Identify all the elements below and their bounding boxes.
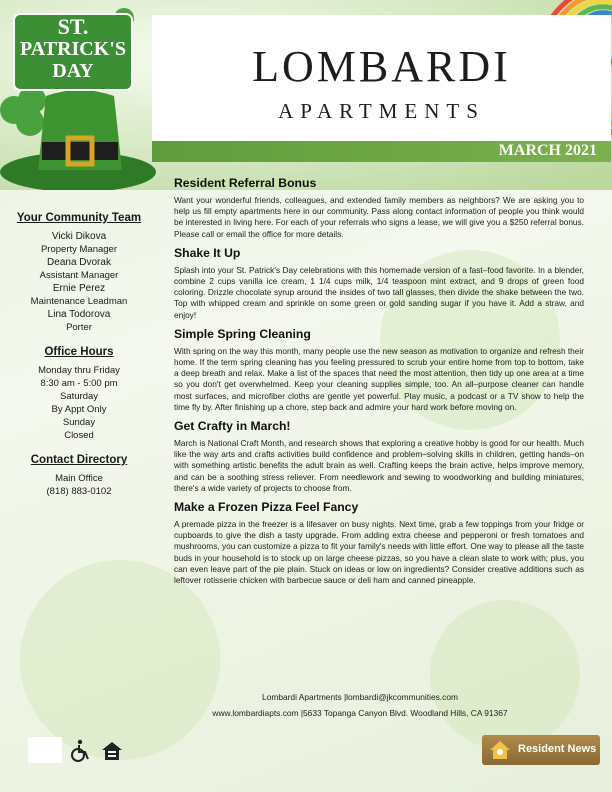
brand-subtitle: APARTMENTS <box>278 99 485 123</box>
article <box>174 419 584 494</box>
badge-line: DAY <box>52 60 94 82</box>
footer-address-line: www.lombardiapts.com |5633 Topanga Canyon Blvd. Woodland Hills, CA 91367 <box>212 708 508 718</box>
resident-news-badge <box>482 735 600 765</box>
article-title: Shake It Up <box>174 245 241 260</box>
hours-line: Saturday <box>59 391 99 402</box>
hours-line: Closed <box>64 430 94 441</box>
article-title: Simple Spring Cleaning <box>174 326 311 341</box>
hours-line: Monday thru Friday <box>38 365 120 376</box>
article-title: Make a Frozen Pizza Feel Fancy <box>174 500 359 515</box>
community-team <box>10 212 148 334</box>
hours-line: By Appt Only <box>51 404 107 415</box>
article-body: Splash into your St. Patrick's Day celebrations with this homemade version of a fast–food favorite. In a blender, combine 2 cups vanilla ice cream, 1 1/4 cups milk, 1/4 teaspoon mint extract, and 9 drops of green food coloring. Drizzle chocolate syrup around the insides of two tall glasses, then divide the shake between the two. Top with whipped cream and sprinkle on some green or gold sanding sugar if you have it. Add a straw, and enjoy! <box>174 264 584 320</box>
sidebar <box>10 212 148 510</box>
article <box>174 327 584 413</box>
hours-line: Sunday <box>62 417 96 428</box>
brand-name: LOMBARDI <box>252 42 511 91</box>
issue-date: MARCH 2021 <box>498 142 597 159</box>
hours-line: 8:30 am - 5:00 pm <box>40 378 118 389</box>
article <box>174 246 584 321</box>
office-hours <box>10 346 148 442</box>
logo-panel <box>152 15 611 141</box>
contact-heading: Contact Directory <box>30 454 128 466</box>
background-bokeh <box>430 600 580 750</box>
issue-date-bar <box>152 141 611 162</box>
article-body: Want your wonderful friends, colleagues, and extended family members as neighbors? We are asking you to help us fill empty apartments here in our community. Pass along contact information of people you think would be interested in living here. For each of your referrals who signs a lease, we will give you a $250 referral bonus. Please call or email the office for more details. <box>174 195 584 239</box>
footer-contact-line: Lombardi Apartments |lombardi@jkcommunities.com <box>262 692 458 702</box>
equal-housing-icon <box>100 739 124 763</box>
team-member-role: Assistant Manager <box>39 270 119 281</box>
article-body: March is National Craft Month, and research shows that exploring a creative hobby is good for our health. Much like the way arts and crafts activities build confidence and problem–solving skills in children, getting hands–on with something artistic benefits the adult brain as well. Crafting keeps the brain active, helps improve memory, and can be a soothing stress reliever. From needlework and sewing to woodworking and building miniatures, there's a wide variety of projects to choose from. <box>174 438 584 493</box>
team-member-role: Porter <box>66 322 92 333</box>
team-member-name: Lina Todorova <box>47 309 111 320</box>
house-logo-icon <box>488 739 512 761</box>
footer <box>160 689 560 721</box>
article <box>174 500 584 586</box>
badge-line: ST. <box>57 14 89 39</box>
article <box>174 176 584 240</box>
team-member-name: Ernie Perez <box>52 283 106 294</box>
badge-text <box>14 16 132 82</box>
contact-line: Main Office <box>55 473 103 484</box>
white-box <box>28 737 62 763</box>
team-member-name: Vicki Dikova <box>51 231 107 242</box>
team-member-name: Deana Dvorak <box>47 257 111 268</box>
contact-phone: (818) 883-0102 <box>46 486 112 497</box>
team-member-role: Property Manager <box>40 244 118 255</box>
main-content <box>174 176 584 592</box>
team-heading: Your Community Team <box>16 212 142 224</box>
contact-directory <box>10 454 148 498</box>
wheelchair-accessibility-icon <box>68 739 92 763</box>
hours-heading: Office Hours <box>44 346 114 358</box>
article-body: A premade pizza in the freezer is a lifesaver on busy nights. Next time, grab a few toppings from your fridge or cupboards to give the dish a tasty upgrade. From adding extra cheese and pepperoni or fresh tomatoes and mushrooms, you can customize a pizza to fit your family's needs with little effort. One way to please all the taste buds in your household is to stock up on large cheese pizzas, so you have a clean slate to work with; plus, you can even leave part of the pie plain. Stuck on ideas or low on ingredients? Consider creative additions such as leftover rotisserie chicken with barbecue sauce or deli ham and canned pineapple. <box>174 519 584 586</box>
badge-line: PATRICK'S <box>20 38 126 60</box>
article-body: With spring on the way this month, many people use the new season as motivation to organize and refresh their home. If the term spring cleaning has you feeling pressured to scrub your entire home from top to bottom, take a deep breath and relax. Make a list of the spaces that need the most attention, then tidy up one area at a time so you don't get overwhelmed. Keep your cleaning supplies simple, too. An all–purpose cleaner can handle most surfaces, and microfiber cloths are gentle yet powerful. Play music, a podcast or a TV show to help the time fly by. After finishing up a chore, step back and admire your hard work before moving on. <box>174 345 584 412</box>
resident-news-label: Resident News <box>518 743 597 755</box>
team-member-role: Maintenance Leadman <box>30 296 128 307</box>
article-title: Resident Referral Bonus <box>174 176 317 190</box>
article-title: Get Crafty in March! <box>174 419 291 434</box>
